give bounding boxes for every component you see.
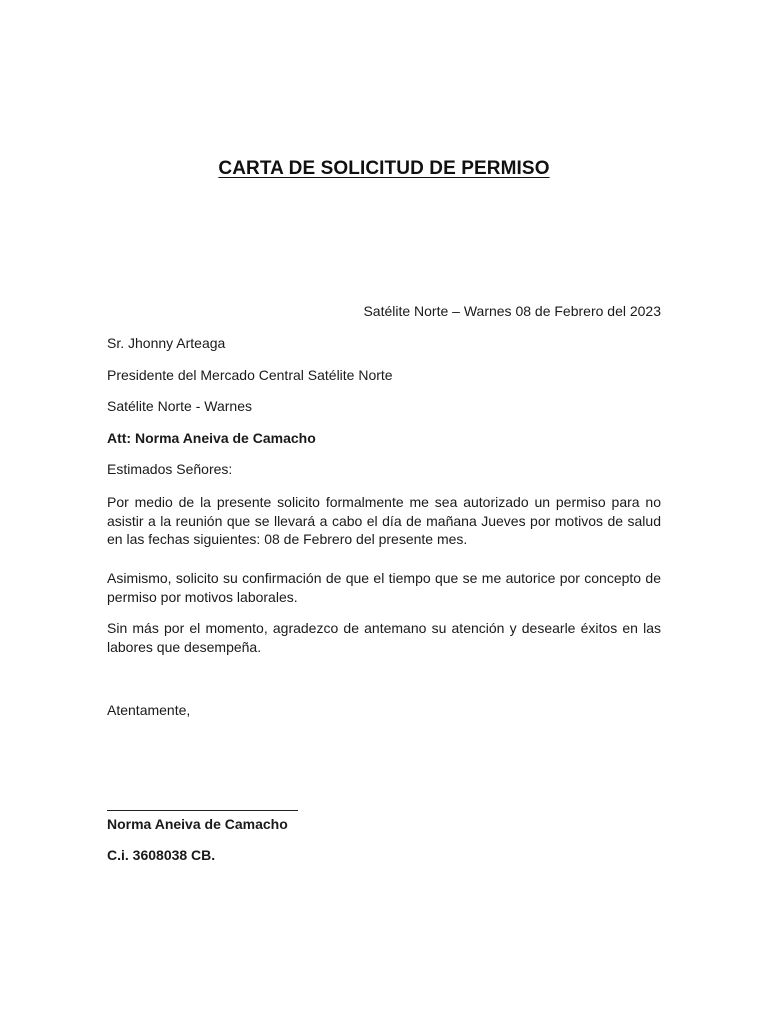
recipient-location: Satélite Norte - Warnes [107,398,252,414]
place-date: Satélite Norte – Warnes 08 de Febrero del 2023 [363,303,661,319]
body-paragraph-3: Sin más por el momento, agradezco de antemano su atención y desearle éxitos en las labores que desempeña. [107,620,661,655]
signature-line [107,810,298,811]
attention-line: Att: Norma Aneiva de Camacho [107,430,316,446]
greeting: Estimados Señores: [107,461,233,477]
letter-title: CARTA DE SOLICITUD DE PERMISO [218,158,550,179]
recipient-name: Sr. Jhonny Arteaga [107,335,226,351]
body-paragraph-1: Por medio de la presente solicito formalmente me sea autorizado un permiso para no asistir a la reunión que se llevará a cabo el día de mañana Jueves por motivos de salud en las fechas siguientes: 08 de Febrero del presente mes. [107,494,661,547]
body-paragraph-2: Asimismo, solicito su confirmación de que el tiempo que se me autorice por concepto de permiso por motivos laborales. [107,570,661,605]
signer-name: Norma Aneiva de Camacho [107,816,288,832]
signer-id: C.i. 3608038 CB. [107,847,216,863]
closing: Atentamente, [107,702,191,718]
recipient-position: Presidente del Mercado Central Satélite Norte [107,367,393,383]
